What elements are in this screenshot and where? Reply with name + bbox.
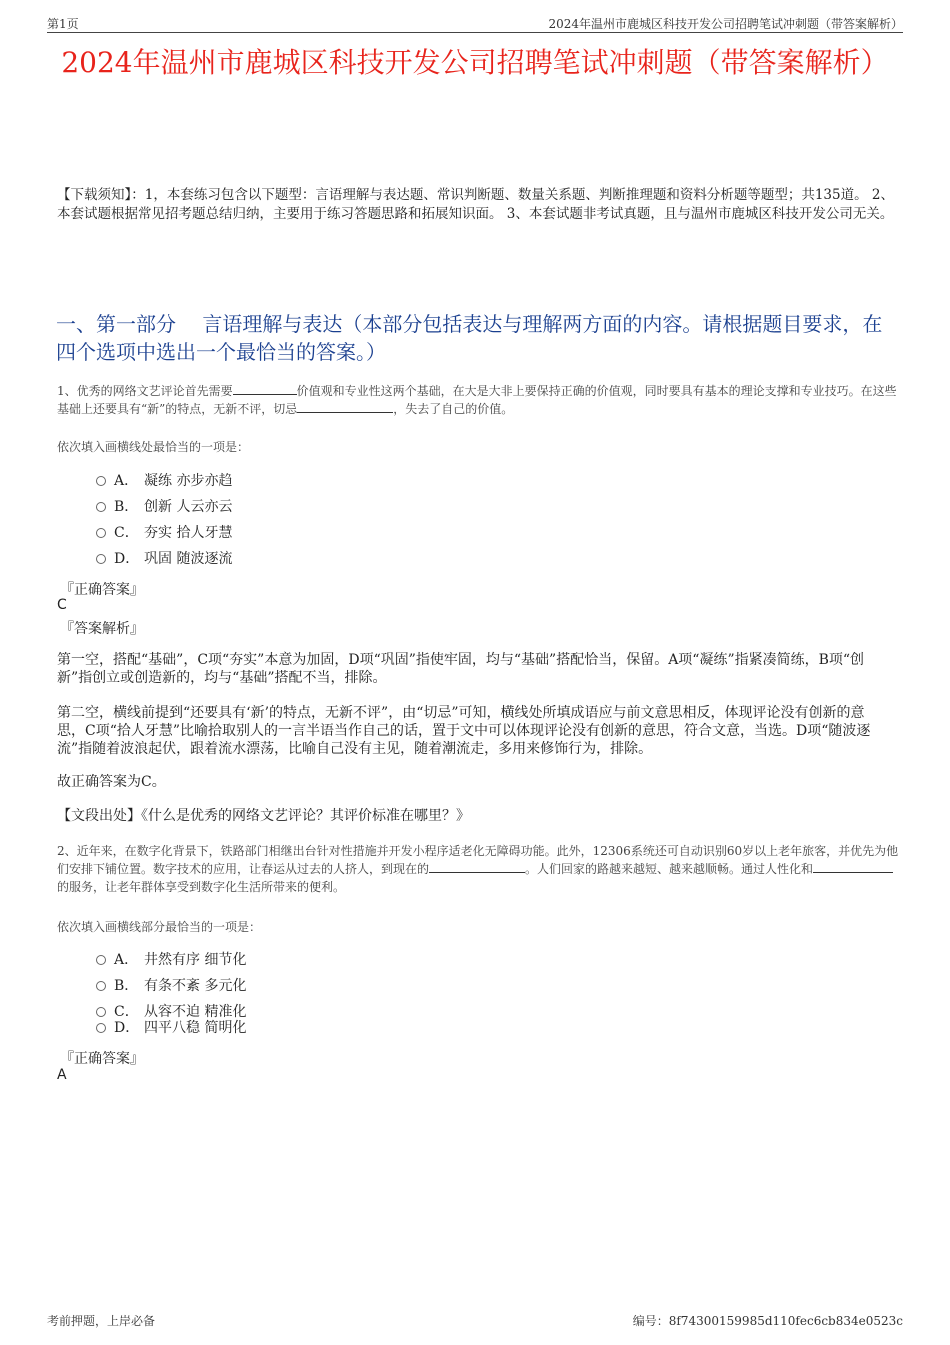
option-c[interactable]: C． 夯实 拾人牙慧 bbox=[96, 523, 232, 543]
blank-line bbox=[297, 400, 393, 413]
radio-icon[interactable] bbox=[96, 528, 106, 538]
question-1-stem: 1、优秀的网络文艺评论首先需要 价值观和专业性这两个基础，在大是大非上要保持正确的价值观，同时要具有基本的理论支撑和专业技巧。在这些基础上还要具有“新”的特点，无新不评，切忌 ，失去了自己的价值。 bbox=[57, 384, 897, 416]
analysis-paragraph-1: 第一空，搭配“基础”，C项“夯实”本意为加固，D项“巩固”指使牢固，均与“基础”搭配恰当，保留。A项“凝练”指紧凑简练，B项“创新”指创立或创造新的，均与“基础”搭配不当，排除。 bbox=[57, 652, 865, 686]
analysis-label: 『答案解析』 bbox=[60, 621, 144, 637]
answer-label: 『正确答案』 bbox=[60, 582, 144, 598]
header-doc-title: 2024年温州市鹿城区科技开发公司招聘笔试冲刺题（带答案解析） bbox=[548, 17, 903, 31]
answer-value: C bbox=[57, 597, 67, 613]
page-header bbox=[47, 14, 903, 33]
radio-icon[interactable] bbox=[96, 502, 106, 512]
download-notice: 【下载须知】：1，本套练习包含以下题型：言语理解与表达题、常识判断题、数量关系题、判断推理题和资料分析题等题型；共135道。 2、本套试题根据常见招考题总结归纳，主要用于练习答题思路和拓展知识面。 3、本套试题非考试真题，且与温州市鹿城区科技开发公司无关。 bbox=[57, 187, 894, 222]
question-2-stem: 2、近年来，在数字化背景下，铁路部门相继出台针对性措施并开发小程序适老化无障碍功能。此外，12306系统还可自动识别60岁以上老年旅客，并优先为他们安排下铺位置。数字技术的应用，让春运从过去的人挤人，到现在的 。人们回家的路越来越短、越来越顺畅。通过人性化和的服务，让老年群体享受到数字化生活所带来的便利。 bbox=[57, 844, 899, 894]
source-note: 【文段出处】《什么是优秀的网络文艺评论？其评价标准在哪里？》 bbox=[57, 808, 470, 824]
page-number: 第1页 bbox=[47, 17, 79, 31]
option-d[interactable]: D． 巩固 随波逐流 bbox=[96, 549, 232, 569]
option-b[interactable]: B． 创新 人云亦云 bbox=[96, 497, 232, 517]
radio-icon[interactable] bbox=[96, 955, 106, 965]
blank-line bbox=[813, 860, 893, 873]
analysis-conclusion: 故正确答案为C。 bbox=[57, 774, 166, 790]
radio-icon[interactable] bbox=[96, 981, 106, 991]
question-2-instruction: 依次填入画横线部分最恰当的一项是： bbox=[57, 920, 262, 934]
option-d[interactable]: D． 四平八稳 简明化 bbox=[96, 1018, 246, 1038]
option-a[interactable]: A． 凝练 亦步亦趋 bbox=[96, 471, 232, 491]
blank-line bbox=[429, 860, 525, 873]
radio-icon[interactable] bbox=[96, 554, 106, 564]
footer-serial: 编号：8f74300159985d110fec6cb834e0523c bbox=[632, 1314, 903, 1328]
page-title: 2024年温州市鹿城区科技开发公司招聘笔试冲刺题（带答案解析） bbox=[61, 46, 889, 79]
answer-value: A bbox=[57, 1067, 67, 1083]
blank-line bbox=[233, 382, 297, 395]
option-b[interactable]: B． 有条不紊 多元化 bbox=[96, 976, 246, 996]
option-c[interactable]: C． 从容不迫 精准化 bbox=[96, 1002, 246, 1022]
footer-slogan: 考前押题，上岸必备 bbox=[47, 1314, 156, 1328]
question-1-instruction: 依次填入画横线处最恰当的一项是： bbox=[57, 440, 250, 454]
radio-icon[interactable] bbox=[96, 1023, 106, 1033]
radio-icon[interactable] bbox=[96, 1007, 106, 1017]
option-a[interactable]: A． 井然有序 细节化 bbox=[96, 950, 246, 970]
analysis-paragraph-2: 第二空，横线前提到“还要具有‘新’的特点，无新不评”，由“切忌”可知，横线处所填成语应与前文意思相反，体现评论没有创新的意思，C项“拾人牙慧”比喻拾取别人的一言半语当作自己的话，置于文中可以体现评论没有创新的意思，符合文意，当选。D项“随波逐流”指随着波浪起伏，跟着流水漂荡，比喻自己没有主见，随着潮流走，多用来修饰行为，排除。 bbox=[57, 705, 871, 757]
answer-label: 『正确答案』 bbox=[60, 1051, 144, 1067]
section-title: 一、第一部分 言语理解与表达（本部分包括表达与理解两方面的内容。请根据题目要求，在四个选项中选出一个最恰当的答案。） bbox=[56, 312, 883, 364]
radio-icon[interactable] bbox=[96, 476, 106, 486]
